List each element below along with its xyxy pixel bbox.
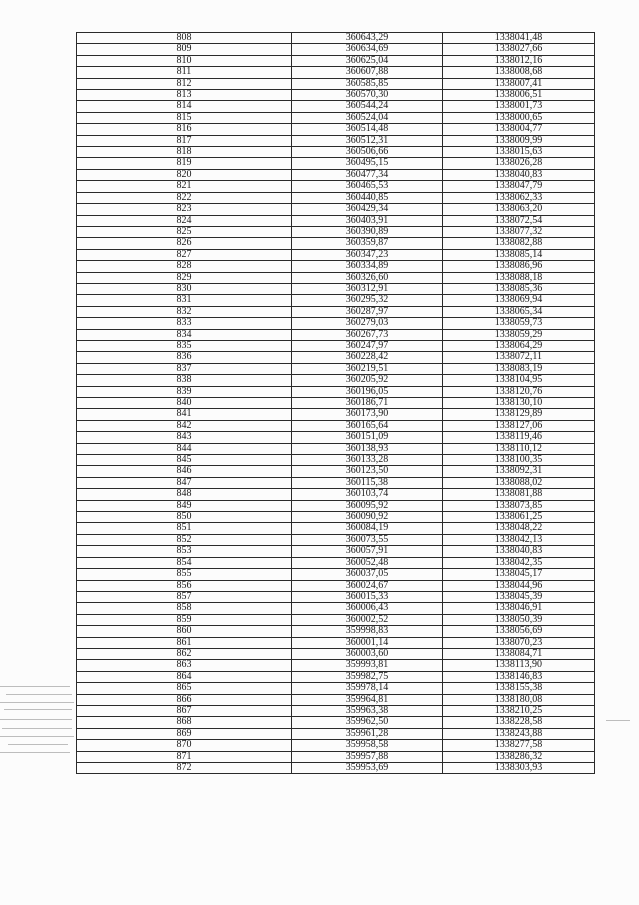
point-number-cell: 816	[77, 124, 292, 135]
point-number-cell: 872	[77, 763, 292, 774]
table-row	[77, 306, 595, 317]
x-coordinate-cell: 360524,04	[292, 112, 443, 123]
x-coordinate-cell: 360267,73	[292, 329, 443, 340]
point-number-cell: 819	[77, 158, 292, 169]
point-number-cell: 837	[77, 363, 292, 374]
x-coordinate-cell: 360115,38	[292, 477, 443, 488]
point-number-cell: 814	[77, 101, 292, 112]
y-coordinate-cell: 1338044,96	[443, 580, 595, 591]
coordinates-table-body	[77, 33, 595, 774]
point-number-cell: 832	[77, 306, 292, 317]
table-row	[77, 751, 595, 762]
table-row	[77, 546, 595, 557]
x-coordinate-cell: 360359,87	[292, 238, 443, 249]
table-row	[77, 101, 595, 112]
point-number-cell: 847	[77, 477, 292, 488]
table-row	[77, 295, 595, 306]
table-row	[77, 740, 595, 751]
table-row	[77, 398, 595, 409]
x-coordinate-cell: 360585,85	[292, 78, 443, 89]
table-row	[77, 283, 595, 294]
table-row	[77, 409, 595, 420]
table-row	[77, 67, 595, 78]
x-coordinate-cell: 360095,92	[292, 500, 443, 511]
point-number-cell: 853	[77, 546, 292, 557]
point-number-cell: 813	[77, 90, 292, 101]
x-coordinate-cell: 359953,69	[292, 763, 443, 774]
y-coordinate-cell: 1338027,66	[443, 44, 595, 55]
coordinates-table	[76, 32, 595, 774]
table-row	[77, 489, 595, 500]
table-row	[77, 763, 595, 774]
y-coordinate-cell: 1338104,95	[443, 375, 595, 386]
table-row	[77, 90, 595, 101]
table-row	[77, 147, 595, 158]
x-coordinate-cell: 359978,14	[292, 683, 443, 694]
point-number-cell: 827	[77, 249, 292, 260]
y-coordinate-cell: 1338129,89	[443, 409, 595, 420]
x-coordinate-cell: 359958,58	[292, 740, 443, 751]
y-coordinate-cell: 1338085,14	[443, 249, 595, 260]
y-coordinate-cell: 1338100,35	[443, 455, 595, 466]
point-number-cell: 815	[77, 112, 292, 123]
point-number-cell: 823	[77, 204, 292, 215]
table-row	[77, 386, 595, 397]
y-coordinate-cell: 1338085,36	[443, 283, 595, 294]
point-number-cell: 850	[77, 512, 292, 523]
x-coordinate-cell: 360506,66	[292, 147, 443, 158]
y-coordinate-cell: 1338088,18	[443, 272, 595, 283]
x-coordinate-cell: 360512,31	[292, 135, 443, 146]
point-number-cell: 842	[77, 420, 292, 431]
table-row	[77, 318, 595, 329]
point-number-cell: 811	[77, 67, 292, 78]
y-coordinate-cell: 1338072,11	[443, 352, 595, 363]
table-row	[77, 500, 595, 511]
x-coordinate-cell: 360312,91	[292, 283, 443, 294]
point-number-cell: 854	[77, 557, 292, 568]
y-coordinate-cell: 1338007,41	[443, 78, 595, 89]
x-coordinate-cell: 360196,05	[292, 386, 443, 397]
y-coordinate-cell: 1338001,73	[443, 101, 595, 112]
y-coordinate-cell: 1338084,71	[443, 648, 595, 659]
point-number-cell: 829	[77, 272, 292, 283]
table-row	[77, 580, 595, 591]
point-number-cell: 821	[77, 181, 292, 192]
x-coordinate-cell: 360024,67	[292, 580, 443, 591]
table-row	[77, 78, 595, 89]
point-number-cell: 840	[77, 398, 292, 409]
table-row	[77, 158, 595, 169]
y-coordinate-cell: 1338086,96	[443, 261, 595, 272]
table-row	[77, 352, 595, 363]
y-coordinate-cell: 1338303,93	[443, 763, 595, 774]
point-number-cell: 833	[77, 318, 292, 329]
x-coordinate-cell: 360607,88	[292, 67, 443, 78]
x-coordinate-cell: 360073,55	[292, 534, 443, 545]
y-coordinate-cell: 1338059,29	[443, 329, 595, 340]
y-coordinate-cell: 1338041,48	[443, 33, 595, 44]
point-number-cell: 838	[77, 375, 292, 386]
x-coordinate-cell: 359963,38	[292, 705, 443, 716]
table-row	[77, 648, 595, 659]
table-row	[77, 181, 595, 192]
point-number-cell: 834	[77, 329, 292, 340]
table-row	[77, 466, 595, 477]
x-coordinate-cell: 360570,30	[292, 90, 443, 101]
x-coordinate-cell: 360015,33	[292, 591, 443, 602]
y-coordinate-cell: 1338082,88	[443, 238, 595, 249]
y-coordinate-cell: 1338120,76	[443, 386, 595, 397]
y-coordinate-cell: 1338009,99	[443, 135, 595, 146]
point-number-cell: 817	[77, 135, 292, 146]
y-coordinate-cell: 1338243,88	[443, 728, 595, 739]
point-number-cell: 830	[77, 283, 292, 294]
y-coordinate-cell: 1338146,83	[443, 671, 595, 682]
x-coordinate-cell: 359998,83	[292, 626, 443, 637]
y-coordinate-cell: 1338077,32	[443, 226, 595, 237]
point-number-cell: 852	[77, 534, 292, 545]
x-coordinate-cell: 360495,15	[292, 158, 443, 169]
point-number-cell: 866	[77, 694, 292, 705]
point-number-cell: 844	[77, 443, 292, 454]
y-coordinate-cell: 1338045,17	[443, 569, 595, 580]
x-coordinate-cell: 360514,48	[292, 124, 443, 135]
point-number-cell: 843	[77, 432, 292, 443]
x-coordinate-cell: 360403,91	[292, 215, 443, 226]
y-coordinate-cell: 1338062,33	[443, 192, 595, 203]
y-coordinate-cell: 1338063,20	[443, 204, 595, 215]
table-row	[77, 420, 595, 431]
x-coordinate-cell: 360247,97	[292, 340, 443, 351]
y-coordinate-cell: 1338065,34	[443, 306, 595, 317]
y-coordinate-cell: 1338050,39	[443, 614, 595, 625]
y-coordinate-cell: 1338127,06	[443, 420, 595, 431]
table-row	[77, 375, 595, 386]
y-coordinate-cell: 1338073,85	[443, 500, 595, 511]
table-row	[77, 55, 595, 66]
table-row	[77, 626, 595, 637]
y-coordinate-cell: 1338047,79	[443, 181, 595, 192]
x-coordinate-cell: 360052,48	[292, 557, 443, 568]
table-row	[77, 705, 595, 716]
point-number-cell: 865	[77, 683, 292, 694]
table-row	[77, 534, 595, 545]
y-coordinate-cell: 1338004,77	[443, 124, 595, 135]
point-number-cell: 848	[77, 489, 292, 500]
x-coordinate-cell: 360219,51	[292, 363, 443, 374]
y-coordinate-cell: 1338045,39	[443, 591, 595, 602]
table-row	[77, 694, 595, 705]
point-number-cell: 863	[77, 660, 292, 671]
x-coordinate-cell: 359982,75	[292, 671, 443, 682]
point-number-cell: 845	[77, 455, 292, 466]
table-row	[77, 33, 595, 44]
x-coordinate-cell: 360186,71	[292, 398, 443, 409]
y-coordinate-cell: 1338083,19	[443, 363, 595, 374]
table-row	[77, 135, 595, 146]
x-coordinate-cell: 360103,74	[292, 489, 443, 500]
x-coordinate-cell: 360334,89	[292, 261, 443, 272]
x-coordinate-cell: 360084,19	[292, 523, 443, 534]
table-row	[77, 591, 595, 602]
x-coordinate-cell: 360123,50	[292, 466, 443, 477]
x-coordinate-cell: 360006,43	[292, 603, 443, 614]
point-number-cell: 846	[77, 466, 292, 477]
y-coordinate-cell: 1338015,63	[443, 147, 595, 158]
y-coordinate-cell: 1338155,38	[443, 683, 595, 694]
table-row	[77, 363, 595, 374]
table-row	[77, 44, 595, 55]
x-coordinate-cell: 360279,03	[292, 318, 443, 329]
table-row	[77, 614, 595, 625]
x-coordinate-cell: 359964,81	[292, 694, 443, 705]
y-coordinate-cell: 1338113,90	[443, 660, 595, 671]
x-coordinate-cell: 360465,53	[292, 181, 443, 192]
point-number-cell: 859	[77, 614, 292, 625]
x-coordinate-cell: 360003,60	[292, 648, 443, 659]
table-row	[77, 728, 595, 739]
x-coordinate-cell: 360326,60	[292, 272, 443, 283]
table-row	[77, 683, 595, 694]
x-coordinate-cell: 360151,09	[292, 432, 443, 443]
x-coordinate-cell: 360634,69	[292, 44, 443, 55]
table-row	[77, 192, 595, 203]
x-coordinate-cell: 360287,97	[292, 306, 443, 317]
table-row	[77, 329, 595, 340]
x-coordinate-cell: 360057,91	[292, 546, 443, 557]
point-number-cell: 870	[77, 740, 292, 751]
y-coordinate-cell: 1338012,16	[443, 55, 595, 66]
y-coordinate-cell: 1338277,58	[443, 740, 595, 751]
x-coordinate-cell: 360477,34	[292, 169, 443, 180]
point-number-cell: 824	[77, 215, 292, 226]
point-number-cell: 839	[77, 386, 292, 397]
table-row	[77, 238, 595, 249]
point-number-cell: 861	[77, 637, 292, 648]
y-coordinate-cell: 1338180,08	[443, 694, 595, 705]
table-row	[77, 340, 595, 351]
table-row	[77, 272, 595, 283]
point-number-cell: 857	[77, 591, 292, 602]
y-coordinate-cell: 1338130,10	[443, 398, 595, 409]
point-number-cell: 822	[77, 192, 292, 203]
table-row	[77, 261, 595, 272]
x-coordinate-cell: 359962,50	[292, 717, 443, 728]
y-coordinate-cell: 1338008,68	[443, 67, 595, 78]
x-coordinate-cell: 360544,24	[292, 101, 443, 112]
y-coordinate-cell: 1338046,91	[443, 603, 595, 614]
point-number-cell: 849	[77, 500, 292, 511]
y-coordinate-cell: 1338064,29	[443, 340, 595, 351]
point-number-cell: 835	[77, 340, 292, 351]
x-coordinate-cell: 359961,28	[292, 728, 443, 739]
table-row	[77, 112, 595, 123]
table-row	[77, 215, 595, 226]
point-number-cell: 871	[77, 751, 292, 762]
table-row	[77, 637, 595, 648]
y-coordinate-cell: 1338081,88	[443, 489, 595, 500]
x-coordinate-cell: 359993,81	[292, 660, 443, 671]
y-coordinate-cell: 1338026,28	[443, 158, 595, 169]
y-coordinate-cell: 1338069,94	[443, 295, 595, 306]
point-number-cell: 818	[77, 147, 292, 158]
y-coordinate-cell: 1338042,35	[443, 557, 595, 568]
table-row	[77, 226, 595, 237]
x-coordinate-cell: 360390,89	[292, 226, 443, 237]
point-number-cell: 868	[77, 717, 292, 728]
table-row	[77, 603, 595, 614]
x-coordinate-cell: 360625,04	[292, 55, 443, 66]
y-coordinate-cell: 1338061,25	[443, 512, 595, 523]
y-coordinate-cell: 1338119,46	[443, 432, 595, 443]
point-number-cell: 858	[77, 603, 292, 614]
x-coordinate-cell: 360440,85	[292, 192, 443, 203]
x-coordinate-cell: 360295,32	[292, 295, 443, 306]
table-row	[77, 432, 595, 443]
y-coordinate-cell: 1338059,73	[443, 318, 595, 329]
y-coordinate-cell: 1338286,32	[443, 751, 595, 762]
point-number-cell: 809	[77, 44, 292, 55]
x-coordinate-cell: 360347,23	[292, 249, 443, 260]
x-coordinate-cell: 360090,92	[292, 512, 443, 523]
point-number-cell: 855	[77, 569, 292, 580]
point-number-cell: 841	[77, 409, 292, 420]
x-coordinate-cell: 360002,52	[292, 614, 443, 625]
table-row	[77, 717, 595, 728]
point-number-cell: 836	[77, 352, 292, 363]
table-row	[77, 477, 595, 488]
x-coordinate-cell: 360173,90	[292, 409, 443, 420]
point-number-cell: 826	[77, 238, 292, 249]
table-row	[77, 671, 595, 682]
y-coordinate-cell: 1338042,13	[443, 534, 595, 545]
table-row	[77, 557, 595, 568]
y-coordinate-cell: 1338072,54	[443, 215, 595, 226]
y-coordinate-cell: 1338006,51	[443, 90, 595, 101]
point-number-cell: 860	[77, 626, 292, 637]
x-coordinate-cell: 360037,05	[292, 569, 443, 580]
y-coordinate-cell: 1338056,69	[443, 626, 595, 637]
table-row	[77, 204, 595, 215]
x-coordinate-cell: 360228,42	[292, 352, 443, 363]
table-row	[77, 569, 595, 580]
x-coordinate-cell: 360138,93	[292, 443, 443, 454]
point-number-cell: 869	[77, 728, 292, 739]
y-coordinate-cell: 1338110,12	[443, 443, 595, 454]
y-coordinate-cell: 1338088,02	[443, 477, 595, 488]
y-coordinate-cell: 1338040,83	[443, 169, 595, 180]
point-number-cell: 810	[77, 55, 292, 66]
y-coordinate-cell: 1338228,58	[443, 717, 595, 728]
table-row	[77, 443, 595, 454]
table-row	[77, 512, 595, 523]
x-coordinate-cell: 360643,29	[292, 33, 443, 44]
point-number-cell: 867	[77, 705, 292, 716]
table-row	[77, 124, 595, 135]
point-number-cell: 862	[77, 648, 292, 659]
table-row	[77, 455, 595, 466]
point-number-cell: 825	[77, 226, 292, 237]
x-coordinate-cell: 360429,34	[292, 204, 443, 215]
y-coordinate-cell: 1338210,25	[443, 705, 595, 716]
y-coordinate-cell: 1338070,23	[443, 637, 595, 648]
point-number-cell: 820	[77, 169, 292, 180]
point-number-cell: 856	[77, 580, 292, 591]
y-coordinate-cell: 1338092,31	[443, 466, 595, 477]
point-number-cell: 828	[77, 261, 292, 272]
table-row	[77, 169, 595, 180]
x-coordinate-cell: 360165,64	[292, 420, 443, 431]
point-number-cell: 864	[77, 671, 292, 682]
point-number-cell: 831	[77, 295, 292, 306]
y-coordinate-cell: 1338000,65	[443, 112, 595, 123]
point-number-cell: 851	[77, 523, 292, 534]
x-coordinate-cell: 359957,88	[292, 751, 443, 762]
y-coordinate-cell: 1338040,83	[443, 546, 595, 557]
table-row	[77, 660, 595, 671]
point-number-cell: 812	[77, 78, 292, 89]
x-coordinate-cell: 360133,28	[292, 455, 443, 466]
table-row	[77, 249, 595, 260]
x-coordinate-cell: 360205,92	[292, 375, 443, 386]
x-coordinate-cell: 360001,14	[292, 637, 443, 648]
table-row	[77, 523, 595, 534]
y-coordinate-cell: 1338048,22	[443, 523, 595, 534]
point-number-cell: 808	[77, 33, 292, 44]
